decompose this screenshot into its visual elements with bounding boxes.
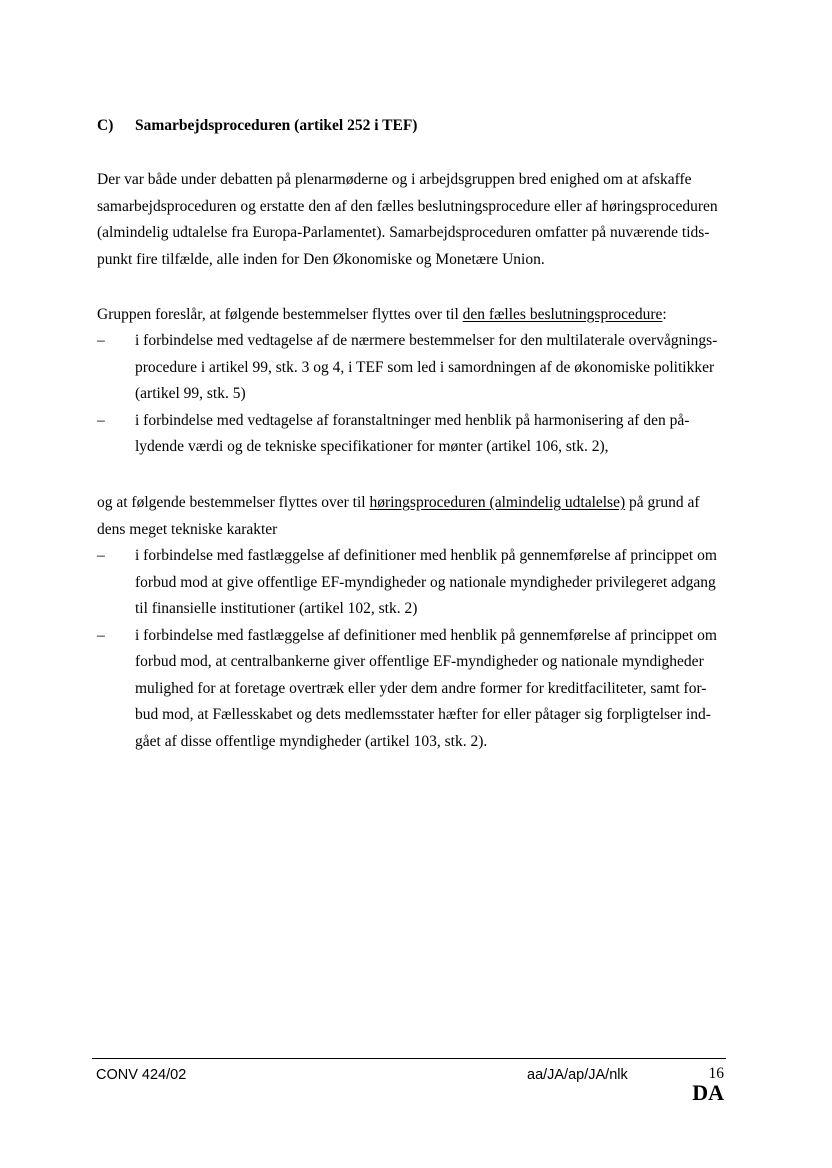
list-item — [97, 543, 737, 623]
list-item-line: bud mod, at Fællesskabet og dets medlemsstater hæfter for eller påtager sig forpligtelser ind- — [135, 706, 711, 723]
codecision-list — [97, 328, 737, 461]
footer-document-number: CONV 424/02 — [96, 1067, 187, 1083]
group1-lead-line — [97, 302, 737, 329]
list-dash: – — [97, 332, 105, 349]
list-dash: – — [97, 626, 105, 644]
group2-lead-tail: på grund af — [625, 494, 700, 511]
list-item-line: gået af disse offentlige myndigheder (artikel 103, stk. 2). — [135, 732, 488, 750]
group2-lead-paragraph — [97, 490, 737, 543]
intro-line: (almindelig udtalelse fra Europa-Parlamentet). Samarbejdsproceduren omfatter på nuværende tids- — [97, 224, 710, 241]
list-item — [97, 408, 737, 461]
group2-lead-line: dens meget tekniske karakter — [97, 520, 278, 538]
footer-page-number: 16 — [708, 1065, 724, 1082]
section-title: Samarbejdsproceduren (artikel 252 i TEF) — [135, 117, 418, 134]
intro-line: punkt fire tilfælde, alle inden for Den Økonomiske og Monetære Union. — [97, 250, 545, 268]
intro-line: samarbejdsproceduren og erstatte den af den fælles beslutningsprocedure eller af høringsproceduren — [97, 197, 718, 215]
group1-lead-tail: : — [662, 306, 667, 323]
group2-lead-line — [97, 490, 737, 517]
codecision-procedure-term: den fælles beslutningsprocedure — [462, 306, 663, 323]
footer-language-code: DA — [692, 1080, 724, 1105]
list-item-line: lydende værdi og de tekniske specifikationer for mønter (artikel 106, stk. 2), — [135, 438, 609, 455]
list-item — [97, 623, 737, 756]
consultation-procedure-term: høringsproceduren (almindelig udtalelse) — [369, 494, 626, 511]
list-item-line: forbud mod, at centralbankerne giver offentlige EF-myndigheder og nationale myndigheder — [135, 653, 704, 670]
list-item-line: i forbindelse med fastlæggelse af definitioner med henblik på gennemførelse af princippet om — [135, 626, 717, 644]
list-dash: – — [97, 547, 105, 564]
section-heading — [97, 117, 417, 135]
intro-paragraph — [97, 167, 737, 273]
section-letter: C) — [97, 117, 114, 134]
intro-line: Der var både under debatten på plenarmøderne og i arbejdsgruppen bred enighed om at afskaffe — [97, 171, 692, 188]
list-item-line: i forbindelse med fastlæggelse af definitioner med henblik på gennemførelse af princippet om — [135, 547, 717, 564]
list-item-line: til finansielle institutioner (artikel 102, stk. 2) — [135, 600, 418, 617]
list-item-line: mulighed for at foretage overtræk eller yder dem andre former for kreditfaciliteter, samt for- — [135, 679, 707, 697]
list-dash: – — [97, 411, 105, 429]
consultation-list — [97, 543, 737, 755]
group1-lead-paragraph — [97, 302, 737, 329]
list-item — [97, 328, 737, 408]
group1-lead-text: Gruppen foreslår, at følgende bestemmelser flyttes over til — [97, 306, 463, 323]
list-item-line: i forbindelse med vedtagelse af foranstaltninger med henblik på harmonisering af den på- — [135, 411, 690, 429]
list-item-line: procedure i artikel 99, stk. 3 og 4, i TEF som led i samordningen af de økonomiske politikker — [135, 358, 715, 376]
list-item-line: i forbindelse med vedtagelse af de nærmere bestemmelser for den multilaterale overvågnings- — [135, 332, 718, 349]
footer-divider — [92, 1058, 726, 1059]
list-item-line: forbud mod at give offentlige EF-myndigheder og nationale myndigheder privilegeret adgang — [135, 573, 716, 591]
list-item-line: (artikel 99, stk. 5) — [135, 385, 246, 402]
group2-lead-text: og at følgende bestemmelser flyttes over til — [97, 494, 370, 511]
footer-reference: aa/JA/ap/JA/nlk — [527, 1067, 628, 1083]
